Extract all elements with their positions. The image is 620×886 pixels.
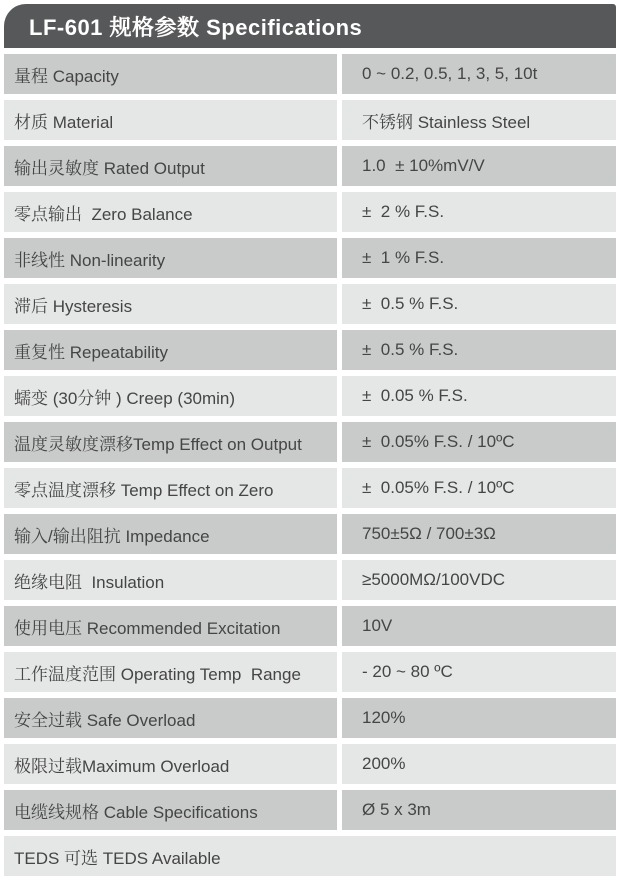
spec-label: 材质 Material: [4, 100, 337, 140]
table-row: [4, 146, 616, 186]
spec-label: 极限过载Maximum Overload: [4, 744, 337, 784]
spec-value: 不锈钢 Stainless Steel: [342, 100, 616, 140]
spec-value: Ø 5 x 3m: [342, 790, 616, 830]
table-row: [4, 514, 616, 554]
spec-label: 使用电压 Recommended Excitation: [4, 606, 337, 646]
spec-label: 量程 Capacity: [4, 54, 337, 94]
table-row: [4, 54, 616, 94]
table-row: [4, 698, 616, 738]
table-row: [4, 100, 616, 140]
table-row: [4, 790, 616, 830]
spec-value: 1.0 ± 10%mV/V: [342, 146, 616, 186]
spec-label: 蠕变 (30分钟 ) Creep (30min): [4, 376, 337, 416]
spec-value: ± 0.05% F.S. / 10ºC: [342, 468, 616, 508]
spec-header-bar: [4, 4, 616, 48]
spec-label: 重复性 Repeatability: [4, 330, 337, 370]
spec-label: 温度灵敏度漂移Temp Effect on Output: [4, 422, 337, 462]
spec-value: 200%: [342, 744, 616, 784]
spec-value: 10V: [342, 606, 616, 646]
spec-value: ± 0.5 % F.S.: [342, 330, 616, 370]
spec-value: 120%: [342, 698, 616, 738]
table-row: [4, 606, 616, 646]
spec-label: 滞后 Hysteresis: [4, 284, 337, 324]
spec-value: ± 2 % F.S.: [342, 192, 616, 232]
spec-value: ≥5000MΩ/100VDC: [342, 560, 616, 600]
spec-label: 零点输出 Zero Balance: [4, 192, 337, 232]
spec-label: 零点温度漂移 Temp Effect on Zero: [4, 468, 337, 508]
spec-label: 安全过载 Safe Overload: [4, 698, 337, 738]
spec-sheet: [4, 0, 616, 876]
spec-value: ± 1 % F.S.: [342, 238, 616, 278]
spec-table: [4, 54, 616, 876]
table-row: [4, 744, 616, 784]
spec-label: 绝缘电阻 Insulation: [4, 560, 337, 600]
table-row: [4, 192, 616, 232]
spec-value: - 20 ~ 80 ºC: [342, 652, 616, 692]
table-row: [4, 560, 616, 600]
spec-value: ± 0.5 % F.S.: [342, 284, 616, 324]
spec-title: LF-601 规格参数 Specifications: [29, 14, 363, 40]
spec-value: ± 0.05% F.S. / 10ºC: [342, 422, 616, 462]
spec-label: 电缆线规格 Cable Specifications: [4, 790, 337, 830]
spec-value: 0 ~ 0.2, 0.5, 1, 3, 5, 10t: [342, 54, 616, 94]
spec-label: 非线性 Non-linearity: [4, 238, 337, 278]
table-row: [4, 422, 616, 462]
spec-label: 输入/输出阻抗 Impedance: [4, 514, 337, 554]
spec-value: 750±5Ω / 700±3Ω: [342, 514, 616, 554]
table-row: [4, 284, 616, 324]
table-row: [4, 238, 616, 278]
spec-label: 工作温度范围 Operating Temp Range: [4, 652, 337, 692]
spec-label: TEDS 可选 TEDS Available: [4, 836, 616, 876]
spec-label: 输出灵敏度 Rated Output: [4, 146, 337, 186]
table-row: [4, 376, 616, 416]
table-row: [4, 468, 616, 508]
spec-value: ± 0.05 % F.S.: [342, 376, 616, 416]
table-row: [4, 652, 616, 692]
table-row: [4, 330, 616, 370]
table-row: [4, 836, 616, 876]
